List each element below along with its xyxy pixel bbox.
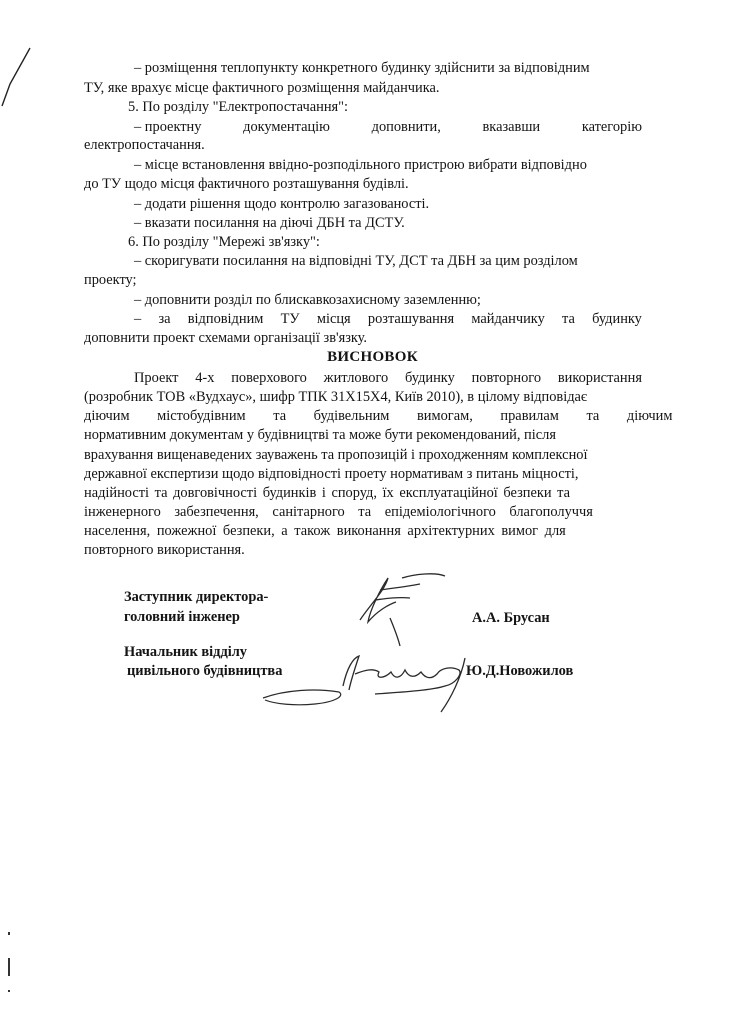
word: вказавши [482,119,541,135]
word: житлового [323,370,389,386]
word: будинку [592,311,642,327]
s5-item2-line1: – місце встановлення ввідно-розподільного пристрою вибрати відповідно [134,157,587,173]
conclusion-line-3: діючим містобудівним та будівельним вимогам, правилам та діючим [84,408,673,424]
s6-item2: – доповнити розділ по блискавкозахисному заземленню; [134,292,481,308]
conclusion-line-5: врахування вищенаведених зауважень та пропозицій і проходженням комплексної [84,447,588,463]
word: Проект [134,370,179,386]
word: за [158,311,171,327]
word: – проектну [134,119,202,135]
margin-tick-mark [0,40,40,110]
s6-item3-line2: доповнити проект схемами організації зв'язку. [84,330,368,346]
s5-item3: – додати рішення щодо контролю загазованості. [134,196,430,212]
conclusion-line-6: державної експертизи щодо відповідності проету нормативам з питань міцності, [84,466,579,482]
word: повторного [471,370,542,386]
signer-2-title-line1: Начальник відділу [124,644,248,660]
section-6-title: 6. По розділу "Мережі зв'язку": [128,234,320,250]
word: поверхового [231,370,307,386]
signer-2-name: Ю.Д.Новожилов [466,663,574,679]
conclusion-line-9: населення, пожежної безпеки, а також виконання архітектурних вимог для [84,523,566,539]
signer-2-title-line2: цивільного будівництва [127,663,283,679]
word: будинку [405,370,455,386]
conclusion-line-8: інженерного забезпечення, санітарного та епідеміологічного благополуччя [84,504,593,520]
conclusion-line-4: нормативним документам у будівництві та може бути рекомендований, після [84,427,556,443]
conclusion-line-1 [134,368,642,388]
conclusion-heading: ВИСНОВОК [327,349,418,365]
word: – [134,311,142,327]
s5-item1-line1 [134,117,642,137]
signer-1-title-line2: головний інженер [124,609,240,625]
word: документацію [243,119,330,135]
signer-1-title-line1: Заступник директора- [124,589,269,605]
s6-item1-line1: – скоригувати посилання на відповідні ТУ, ДСТ та ДБН за цим розділом [134,253,578,269]
s5-item1-line2: електропостачання. [84,137,205,153]
scan-speck [8,958,10,976]
heat-line-1: – розміщення теплопункту конкретного будинку здійснити за відповідним [134,60,590,76]
conclusion-line-7: надійності та довговічності будинків і споруд, їх експлуатаційної безпеки та [84,485,571,501]
heat-line-2: ТУ, яке врахує місце фактичного розміщення майданчика. [84,80,440,96]
word: майданчику [471,311,545,327]
s5-item2-line2: до ТУ щодо місця фактичного розташування будівлі. [84,176,409,192]
section-5-title: 5. По розділу "Електропостачання": [128,99,349,115]
word: доповнити, [371,119,441,135]
s5-item4: – вказати посилання на діючі ДБН та ДСТУ. [134,215,405,231]
s6-item1-line2: проекту; [84,272,137,288]
word: категорію [581,119,642,135]
word: та [562,311,575,327]
word: 4-х [195,370,215,386]
s6-item3-line1 [134,309,642,329]
scan-speck [8,932,10,935]
word: використання [557,370,642,386]
word: розташування [367,311,455,327]
signer-1-name: А.А. Брусан [472,610,550,626]
word: ТУ [280,311,300,327]
conclusion-line-10: повторного використання. [84,542,245,558]
word: місця [316,311,351,327]
word: відповідним [187,311,264,327]
conclusion-line-2: (розробник ТОВ «Вудхаус», шифр ТПК 31Х15Х4, Київ 2010), в цілому відповідає [84,389,588,405]
signature-2-drawing [255,628,485,728]
signature-1-drawing [340,560,480,650]
scan-speck [8,990,10,992]
